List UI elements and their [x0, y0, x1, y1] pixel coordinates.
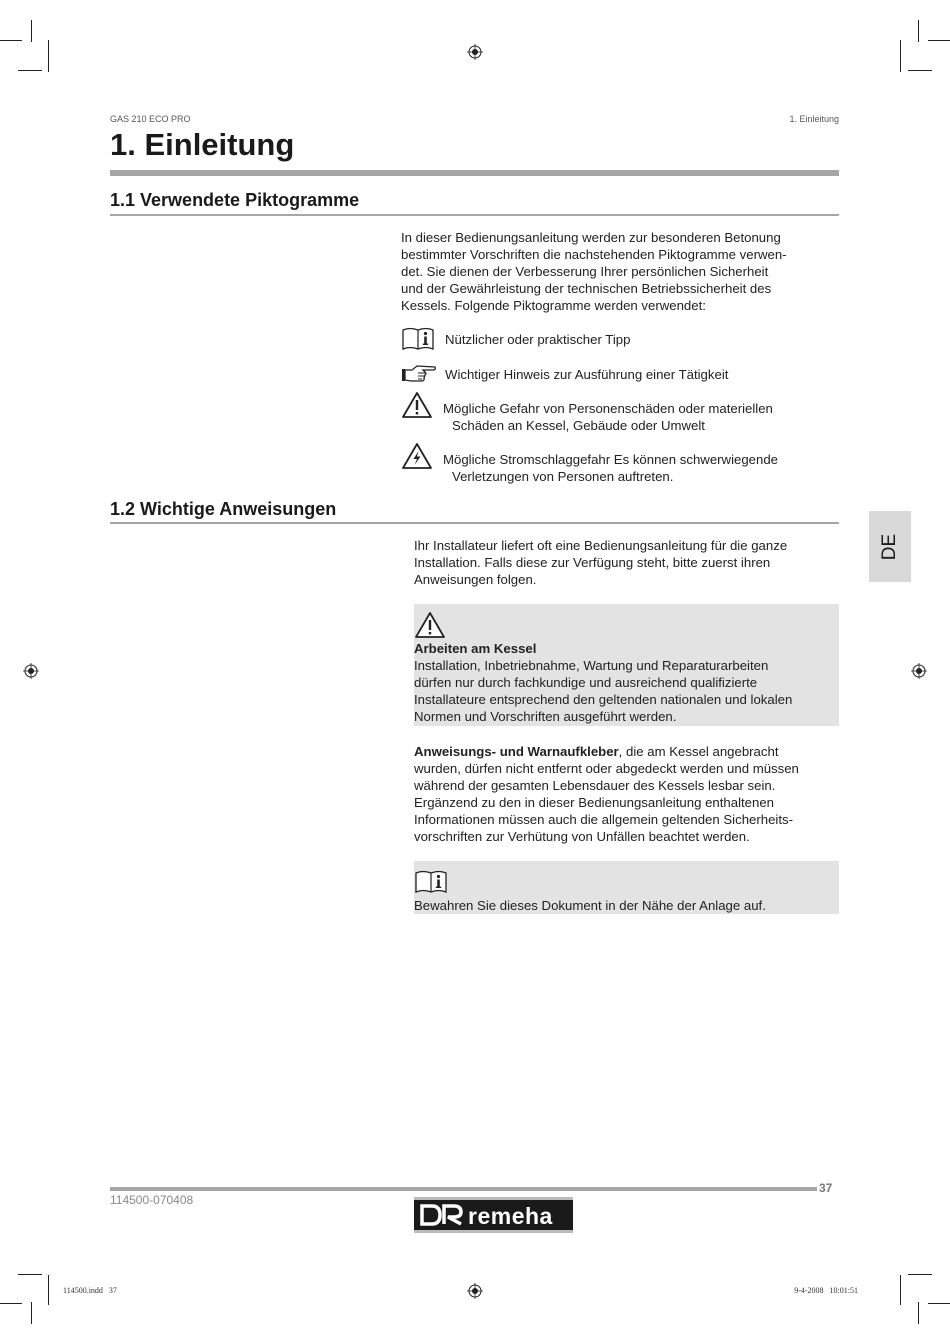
logo-wordmark: remeha [468, 1203, 553, 1229]
book-info-icon [401, 327, 435, 351]
page-title: 1. Einleitung [110, 127, 295, 162]
pictogram-label-line: Mögliche Stromschlaggefahr Es können schwerwiegende [443, 452, 778, 467]
text-line: Anweisungen folgen. [414, 572, 537, 587]
text-line: Installation. Falls diese zur Verfügung steht, bitte zuerst ihren [414, 555, 771, 570]
text-line: und der Gewährleistung der technischen Betriebssicherheit des [401, 281, 772, 296]
pictogram-label-line: Mögliche Gefahr von Personenschäden oder materiellen [443, 401, 773, 416]
pictogram-label-line: Verletzungen von Personen auftreten. [452, 469, 674, 484]
section-heading-pictograms: 1.1 Verwendete Piktogramme [110, 190, 360, 210]
pictogram-label [443, 400, 773, 434]
remeha-logo [414, 1197, 573, 1233]
registration-mark-icon [467, 1283, 483, 1299]
text-line: Normen und Vorschriften ausgeführt werden. [414, 709, 677, 724]
remeha-logo-mark-icon [420, 1203, 464, 1227]
registration-mark-icon [23, 663, 39, 679]
pointing-hand-icon [401, 362, 437, 386]
text-line: Informationen müssen auch die allgemein geltenden Sicherheits- [414, 812, 793, 827]
text-line: Installateure entsprechend den geltenden nationalen und lokalen [414, 692, 793, 707]
warning-box [414, 604, 839, 726]
electric-hazard-icon [401, 442, 433, 470]
warning-triangle-icon [414, 611, 446, 639]
stickers-bold: Anweisungs- und Warnaufkleber [414, 744, 619, 759]
registration-mark-icon [467, 44, 483, 60]
pictogram-label: Wichtiger Hinweis zur Ausführung einer Tätigkeit [445, 367, 729, 382]
stickers-rest: , die am Kessel angebracht [618, 744, 779, 759]
tip-box-text: Bewahren Sie dieses Dokument in der Nähe der Anlage auf. [414, 898, 766, 913]
text-line: Ihr Installateur liefert oft eine Bedienungsanleitung für die ganze [414, 538, 788, 553]
slug-date: 9-4-2008 10:01:51 [794, 1286, 858, 1295]
text-line: dürfen nur durch fachkundige und ausreichend qualifizierte [414, 675, 758, 690]
header-chapter: 1. Einleitung [789, 114, 839, 124]
text-line: det. Sie dienen der Verbesserung Ihrer persönlichen Sicherheit [401, 264, 769, 279]
pictogram-item [401, 391, 839, 433]
warning-box-content [414, 640, 839, 725]
pictogram-label-line: Schäden an Kessel, Gebäude oder Umwelt [452, 418, 705, 433]
text-line: wurden, dürfen nicht entfernt oder abgedeckt werden und müssen [414, 761, 799, 776]
pictogram-item [401, 362, 839, 390]
text-line: vorschriften zur Verhütung von Unfällen beachtet werden. [414, 829, 750, 844]
text-line: Kessels. Folgende Piktogramme werden verwendet: [401, 298, 706, 313]
text-line [414, 743, 839, 760]
section-heading-instructions: 1.2 Wichtige Anweisungen [110, 499, 337, 519]
footer-rule [110, 1187, 817, 1191]
registration-mark-icon [911, 663, 927, 679]
pictogram-label [443, 451, 778, 485]
pictogram-label: Nützlicher oder praktischer Tipp [445, 332, 631, 347]
document-number: 114500-070408 [110, 1193, 194, 1207]
book-info-icon [414, 870, 448, 894]
language-tab [869, 511, 911, 582]
text-line: Ergänzend zu den in dieser Bedienungsanleitung enthaltenen [414, 795, 775, 810]
warning-triangle-icon [401, 391, 433, 419]
text-line: bestimmter Vorschriften die nachstehenden Piktogramme verwen- [401, 247, 787, 262]
tip-box [414, 861, 839, 914]
section2-intro [414, 537, 839, 588]
header-product: GAS 210 ECO PRO [110, 114, 191, 124]
text-line: während der gesamten Lebensdauer des Kessels lesbar sein. [414, 778, 776, 793]
text-line: Installation, Inbetriebnahme, Wartung und Reparaturarbeiten [414, 658, 769, 673]
text-line: In dieser Bedienungsanleitung werden zur besonderen Betonung [401, 230, 781, 245]
language-tab-label: DE [879, 533, 900, 560]
section-rule [110, 214, 839, 216]
stickers-paragraph [414, 743, 839, 845]
pictogram-item [401, 327, 839, 355]
warning-box-title: Arbeiten am Kessel [414, 641, 537, 656]
pictogram-item [401, 442, 839, 484]
section-rule [110, 522, 839, 524]
slug-file: 114500.indd 37 [63, 1286, 117, 1295]
page-number: 37 [819, 1181, 833, 1195]
section1-intro [401, 229, 841, 314]
title-rule [110, 170, 839, 176]
